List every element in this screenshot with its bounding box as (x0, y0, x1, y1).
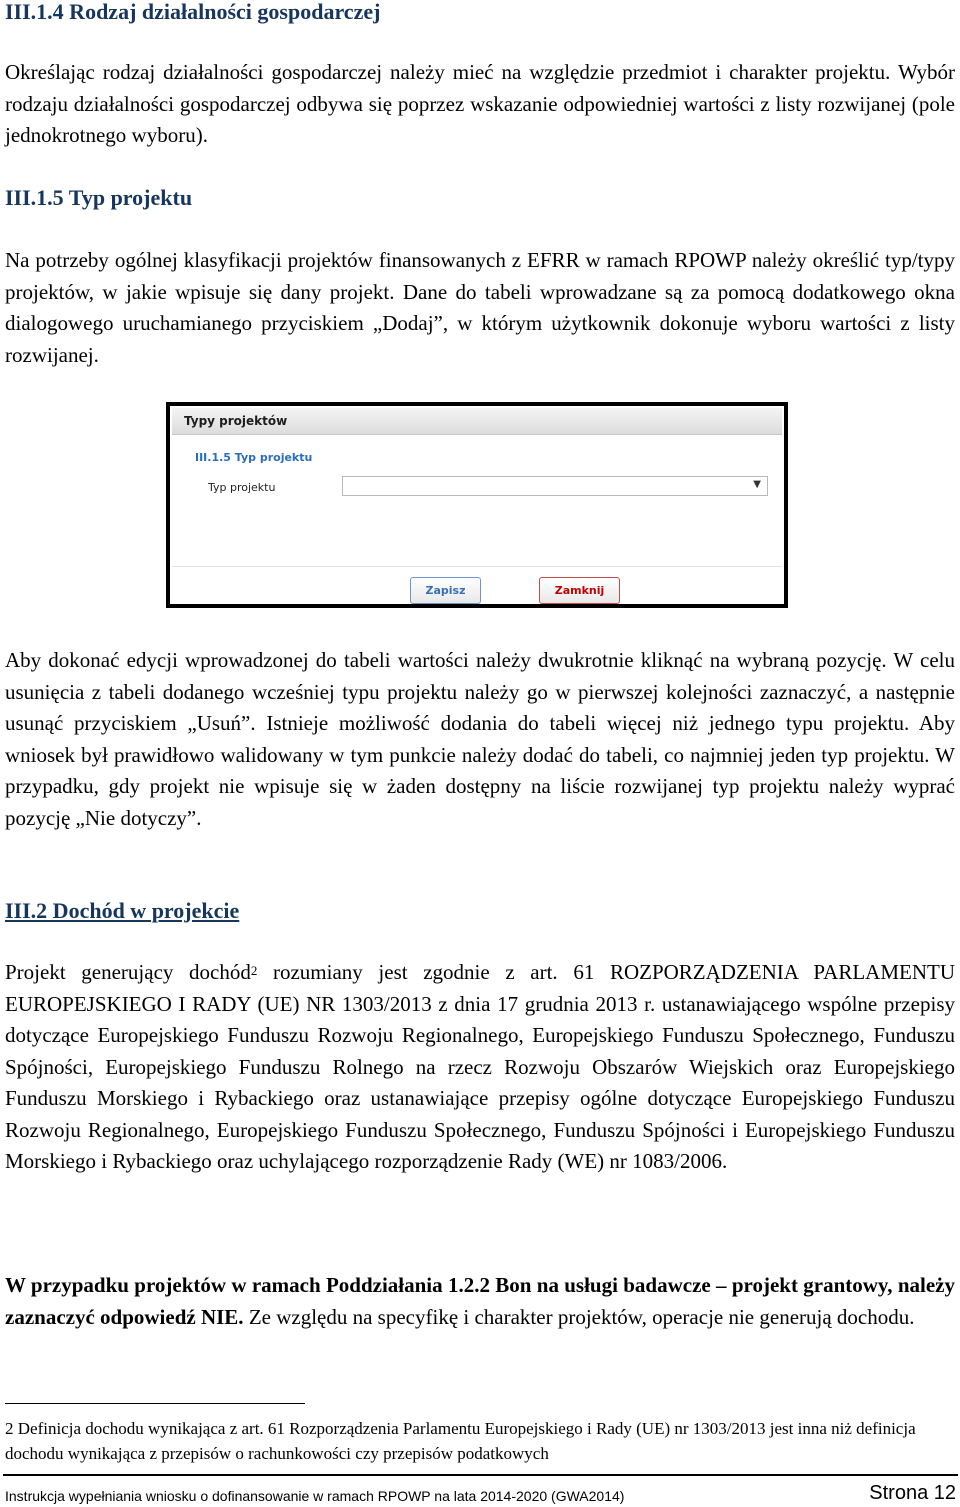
dochod-text-start: Projekt generujący dochód (5, 960, 251, 984)
footnote-number: 2 (5, 1419, 14, 1438)
dialog-divider (172, 566, 782, 567)
paragraph-rodzaj-dzialalnosci: Określając rodzaj działalności gospodarczej należy mieć na względzie przedmiot i charakter projektu. Wybór rodzaju działalności gospodarczej odbywa się poprzez wskazanie odpowiedniej wartości z listy rozwijanej (pole jednokrotnego wyboru). (5, 60, 955, 147)
save-button[interactable]: Zapisz (410, 577, 481, 604)
heading-typ-projektu: III.1.5 Typ projektu (5, 185, 193, 210)
footnote-text: Definicja dochodu wynikająca z art. 61 Rozporządzenia Parlamentu Europejskiego i Rady (UE) nr 1303/2013 jest inna niż definicja dochodu wynikająca z przepisów o rachunkowości czy przepisów podatkowych (5, 1419, 916, 1463)
page-number: Strona 12 (869, 1482, 956, 1504)
paragraph-edycja: Aby dokonać edycji wprowadzonej do tabeli wartości należy dwukrotnie kliknąć na wybraną pozycję. W celu usunięcia z tabeli dodanego wcześniej typu projektu należy go w pierwszej kolejności zaznaczyć, a następnie usunąć przyciskiem „Usuń”. Istnieje możliwość dodania do tabeli więcej niż jednego typu projektu. Aby wniosek był prawidłowo walidowany w tym punkcie należy dodać do tabeli, co najmniej jeden typ projektu. W przypadku, gdy projekt nie wpisuje się w żaden dostępny na liście rozwijanej typ projektu należy wyprać pozycję „Nie dotyczy”. (5, 648, 955, 830)
poddzialanie-bold: W przypadku projektów w ramach Poddziałania 1.2.2 Bon na usługi badawcze – projekt grantowy, należy zaznaczyć odpowiedź NIE. (5, 1273, 955, 1329)
footer-separator (3, 1474, 958, 1476)
footnote (5, 1416, 955, 1466)
dochod-text-rest: rozumiany jest zgodnie z art. 61 ROZPORZĄDZENIA PARLAMENTU EUROPEJSKIEGO I RADY (UE) NR 1303/2013 z dnia 17 grudnia 2013 r. ustanawiającego wspólne przepisy dotyczące Europejskiego Funduszu Rozwoju Regionalnego, Europejskiego Funduszu Społecznego, Funduszu Spójności, Europejskiego Funduszu Rolnego na rzecz Rozwoju Obszarów Wiejskich oraz Europejskiego Funduszu Morskiego i Rybackiego oraz ustanawiające przepisy ogólne dotyczące Europejskiego Funduszu Rozwoju Regionalnego, Europejskiego Funduszu Społecznego, Funduszu Spójności i Europejskiego Funduszu Morskiego i Rybackiego oraz uchylającego rozporządzenie Rady (WE) nr 1083/2006. (5, 960, 955, 1173)
dialog-titlebar (172, 408, 782, 435)
chevron-down-icon: ▼ (753, 479, 761, 490)
footnote-ref: 2 (250, 963, 258, 978)
paragraph-poddzialanie (5, 1270, 955, 1333)
footnote-separator (5, 1403, 305, 1404)
paragraph-dochod (5, 957, 955, 1178)
heading-dochod: III.2 Dochód w projekcie (5, 898, 240, 923)
typy-projektow-dialog (166, 402, 788, 608)
paragraph-typ-projektu: Na potrzeby ogólnej klasyfikacji projektów finansowanych z EFRR w ramach RPOWP należy określić typ/typy projektów, w jakie wpisuje się dany projekt. Dane do tabeli wprowadzane są za pomocą dodatkowego okna dialogowego uruchamianego przyciskiem „Dodaj”, w którym użytkownik dokonuje wyboru wartości z listy rozwijanej. (5, 248, 955, 367)
dialog-title: Typy projektów (184, 414, 288, 428)
footer-title: Instrukcja wypełniania wniosku o dofinansowanie w ramach RPOWP na lata 2014-2020 (GWA2014) (5, 1488, 625, 1504)
poddzialanie-followup: Ze względu na specyfikę i charakter projektów, operacje nie generują dochodu. (243, 1304, 915, 1329)
dialog-section-title: III.1.5 Typ projektu (195, 451, 313, 464)
heading-rodzaj-dzialalnosci: III.1.4 Rodzaj działalności gospodarczej (5, 0, 381, 24)
typ-projektu-select[interactable] (342, 476, 768, 496)
typ-projektu-label: Typ projektu (208, 481, 276, 494)
close-button[interactable]: Zamknij (539, 577, 620, 604)
